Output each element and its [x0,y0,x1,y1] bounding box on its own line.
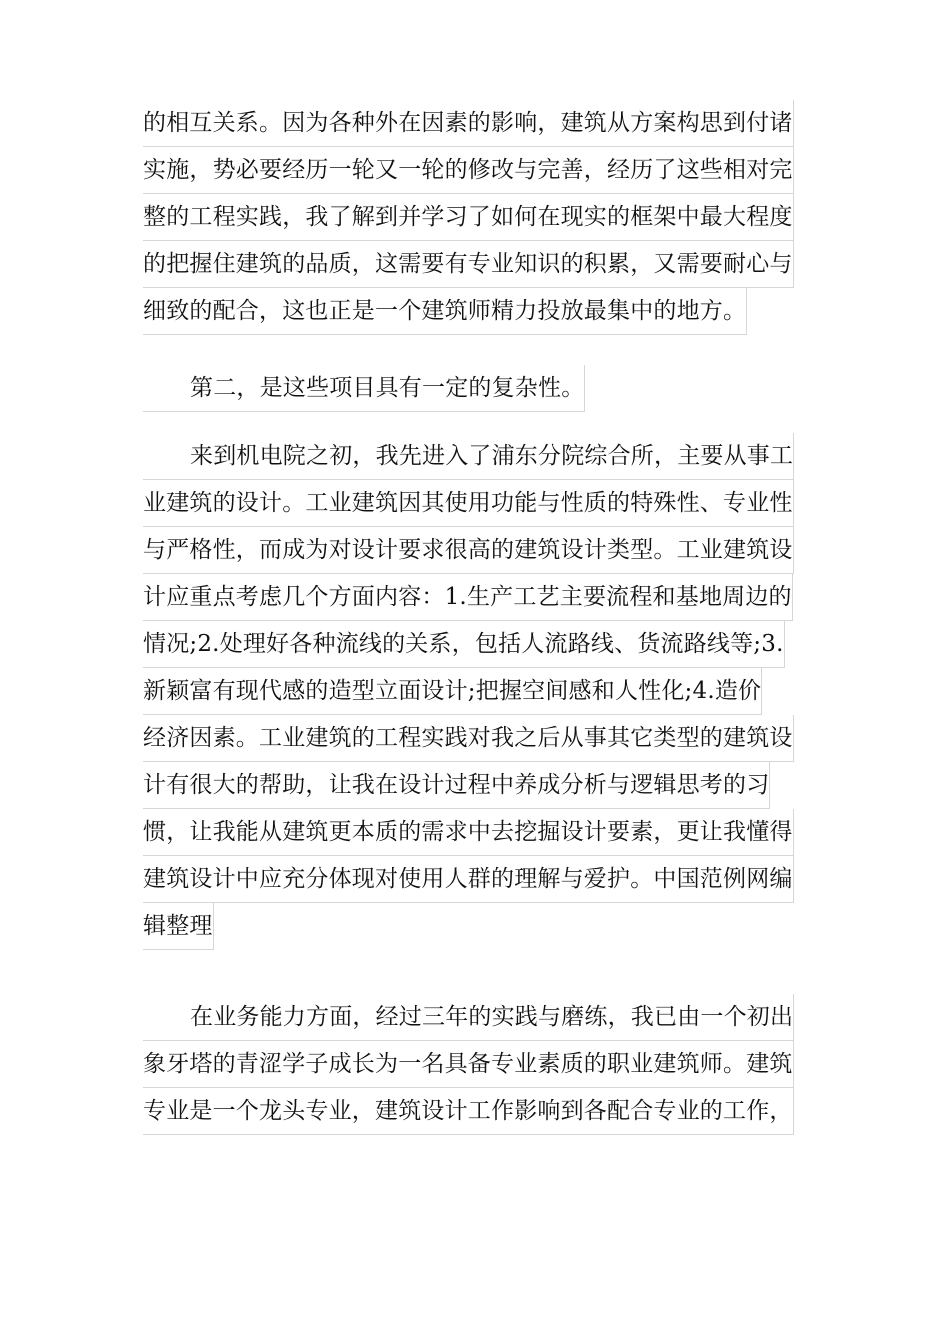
text-line: 业建筑的设计。工业建筑因其使用功能与性质的特殊性、专业性 [143,480,794,527]
text-line: 第二，是这些项目具有一定的复杂性。 [143,365,585,412]
text-line: 情况;2.处理好各种流线的关系，包括人流路线、货流路线等;3. [143,621,785,668]
text-line: 的把握住建筑的品质，这需要有专业知识的积累，又需要耐心与 [143,241,794,288]
text-line: 专业是一个龙头专业，建筑设计工作影响到各配合专业的工作， [143,1088,794,1135]
text-line: 的相互关系。因为各种外在因素的影响，建筑从方案构思到付诸 [143,100,794,147]
paragraph-industrial-design [143,433,813,950]
paragraph-second-point [143,365,813,412]
text-line: 象牙塔的青涩学子成长为一名具备专业素质的职业建筑师。建筑 [143,1041,794,1088]
text-line: 经济因素。工业建筑的工程实践对我之后从事其它类型的建筑设 [143,715,794,762]
text-line: 在业务能力方面，经过三年的实践与磨练，我已由一个初出 [143,994,794,1041]
paragraph-professional-ability [143,994,813,1135]
text-line: 计应重点考虑几个方面内容：1.生产工艺主要流程和基地周边的 [143,574,793,621]
text-line: 来到机电院之初，我先进入了浦东分院综合所，主要从事工 [143,433,794,480]
text-line: 实施，势必要经历一轮又一轮的修改与完善，经历了这些相对完 [143,147,794,194]
text-line: 建筑设计中应充分体现对使用人群的理解与爱护。中国范例网编 [143,856,794,903]
paragraph-relations [143,100,813,335]
text-line: 计有很大的帮助，让我在设计过程中养成分析与逻辑思考的习 [143,762,770,809]
text-line: 整的工程实践，我了解到并学习了如何在现实的框架中最大程度 [143,194,794,241]
text-line: 新颖富有现代感的造型立面设计;把握空间感和人性化;4.造价 [143,668,762,715]
text-line: 细致的配合，这也正是一个建筑师精力投放最集中的地方。 [143,288,747,335]
text-line: 辑整理 [143,903,214,950]
text-line: 惯，让我能从建筑更本质的需求中去挖掘设计要素，更让我懂得 [143,809,794,856]
text-line: 与严格性，而成为对设计要求很高的建筑设计类型。工业建筑设 [143,527,794,574]
